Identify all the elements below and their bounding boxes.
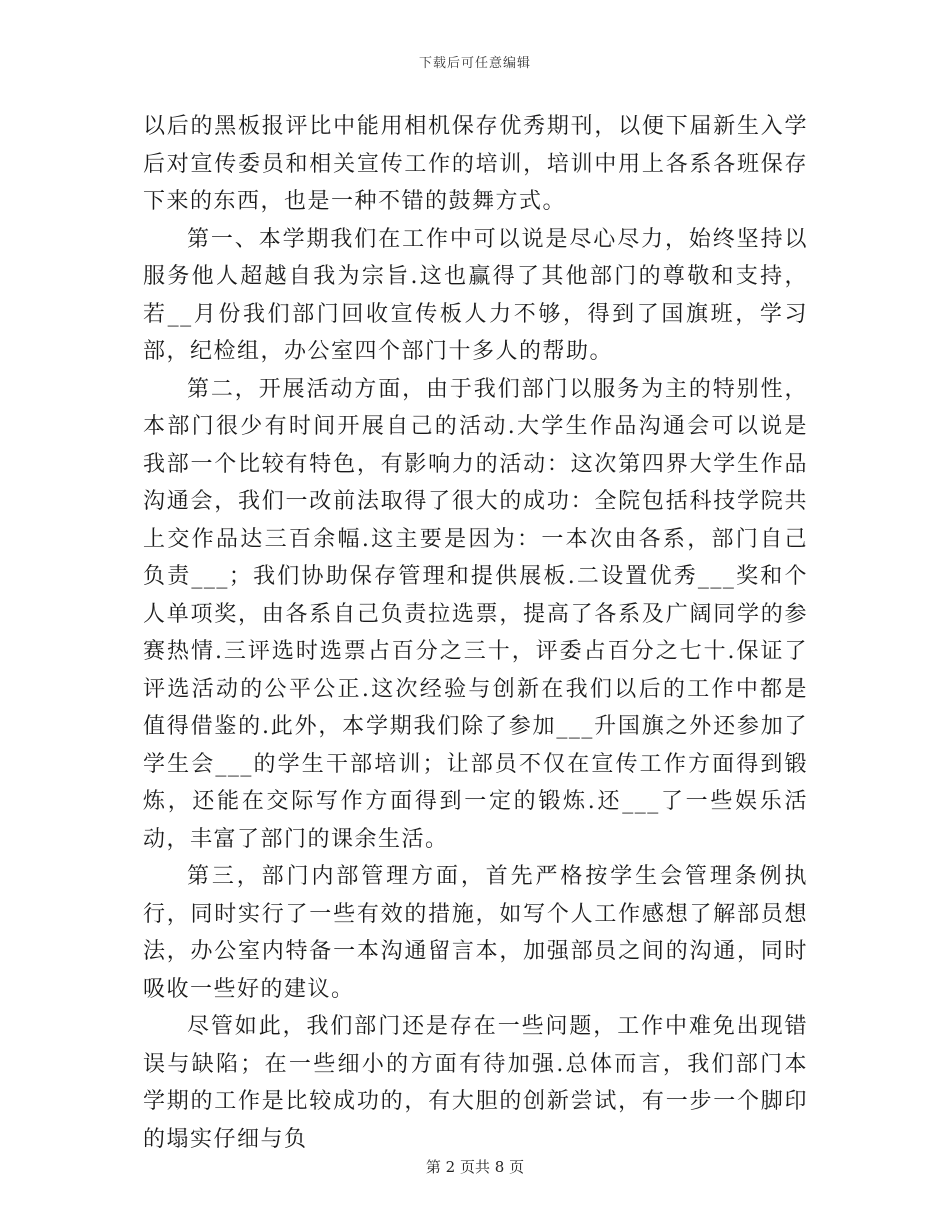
page-footer: 第 2 页共 8 页 bbox=[425, 1158, 525, 1176]
paragraph: 尽管如此，我们部门还是存在一些问题，工作中难免出现错误与缺陷；在一些细小的方面有待加强.总体而言，我们部门本学期的工作是比较成功的，有大胆的创新尝试，有一步一个脚印的塌实仔细与负 bbox=[143, 1014, 808, 1152]
page-header: 下载后可任意编辑 bbox=[418, 56, 531, 71]
paragraph: 第二，开展活动方面，由于我们部门以服务为主的特别性，本部门很少有时间开展自己的活动.大学生作品沟通会可以说是我部一个比较有特色，有影响力的活动：这次第四界大学生作品沟通会，我们一改前法取得了很大的成功：全院包括科技学院共上交作品达三百余幅.这主要是因为：一本次由各系，部门自己负责___；我们协助保存管理和提供展板.二设置优秀___奖和个人单项奖，由各系自己负责拉选票，提高了各系及广阔同学的参赛热情.三评选时选票占百分之三十，评委占百分之七十.保证了评选活动的公平公正.这次经验与创新在我们以后的工作中都是值得借鉴的.此外，本学期我们除了参加___升国旗之外还参加了学生会___的学生干部培训；让部员不仅在宣传工作方面得到锻炼，还能在交际写作方面得到一定的锻炼.还___了一些娱乐活动，丰富了部门的课余生活。 bbox=[143, 376, 808, 852]
document-body bbox=[143, 108, 808, 1158]
paragraph: 以后的黑板报评比中能用相机保存优秀期刊，以便下届新生入学后对宣传委员和相关宣传工作的培训，培训中用上各系各班保存下来的东西，也是一种不错的鼓舞方式。 bbox=[143, 114, 808, 214]
paragraph: 第三，部门内部管理方面，首先严格按学生会管理条例执行，同时实行了一些有效的措施，如写个人工作感想了解部员想法，办公室内特备一本沟通留言本，加强部员之间的沟通，同时吸收一些好的建议。 bbox=[143, 864, 808, 1002]
paragraph: 第一、本学期我们在工作中可以说是尽心尽力，始终坚持以服务他人超越自我为宗旨.这也赢得了其他部门的尊敬和支持，若__月份我们部门回收宣传板人力不够，得到了国旗班，学习部，纪检组，办公室四个部门十多人的帮助。 bbox=[143, 226, 808, 364]
